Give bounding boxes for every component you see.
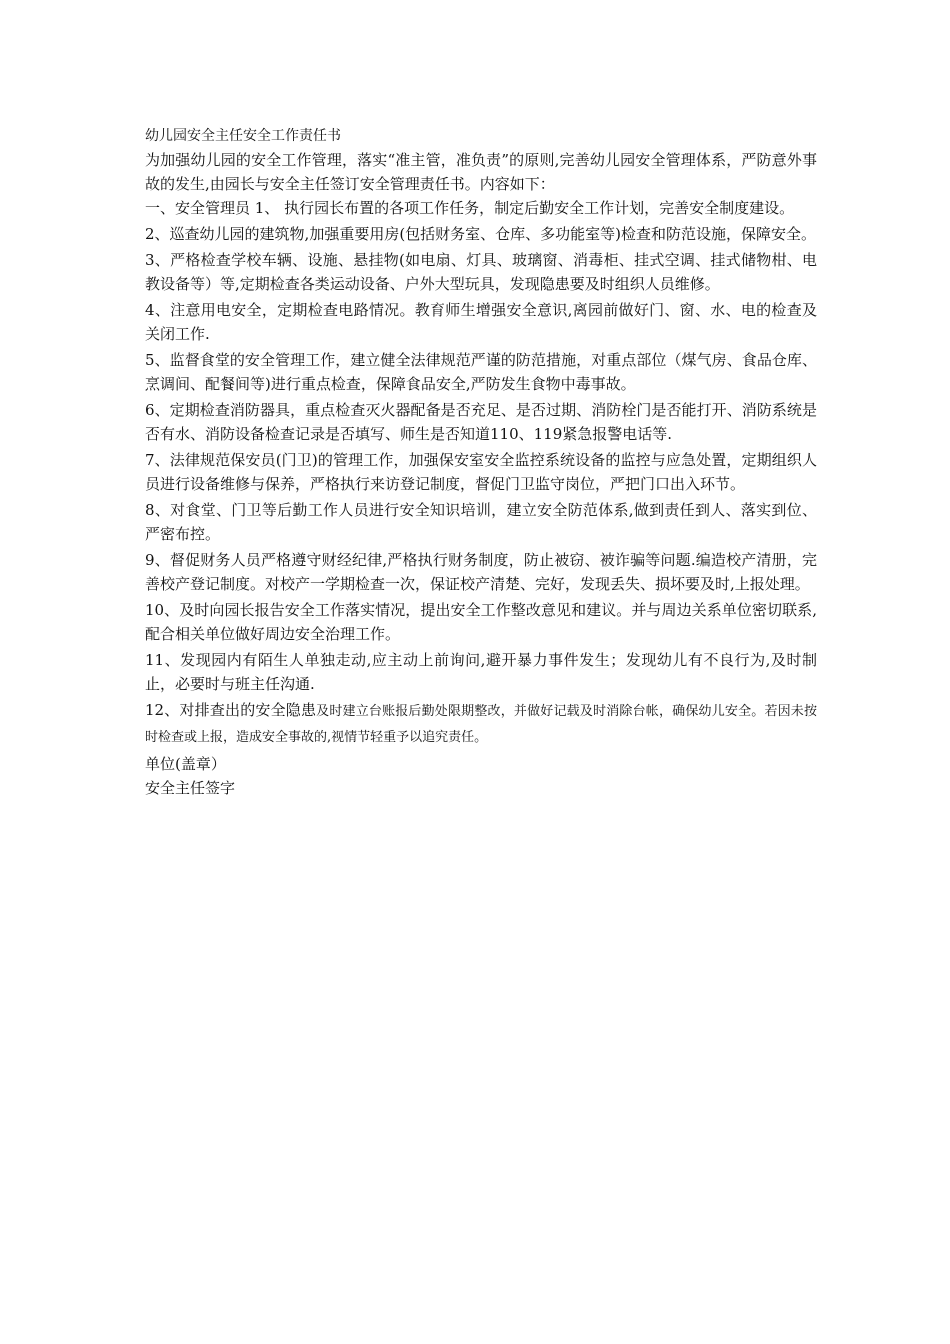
document-body (145, 124, 817, 800)
clause-11: 11、发现园内有陌生人单独走动,应主动上前询问,避开暴力事件发生；发现幼儿有不良行为,及时制止，必要时与班主任沟通. (145, 651, 817, 693)
document-intro: 为加强幼儿园的安全工作管理，落实“准主管，准负责”的原则,完善幼儿园安全管理体系，严防意外事故的发生,由园长与安全主任签订安全管理责任书。内容如下： (145, 151, 817, 193)
clause-2: 2、巡查幼儿园的建筑物,加强重要用房(包括财务室、仓库、多功能室等)检查和防范设施，保障安全。 (145, 225, 817, 243)
clause-4: 4、注意用电安全，定期检查电路情况。教育师生增强安全意识,离园前做好门、窗、水、电的检查及关闭工作. (145, 301, 817, 343)
clause-1: 一、安全管理员 1、 执行园长布置的各项工作任务，制定后勤安全工作计划，完善安全制度建设。 (145, 199, 795, 217)
clause-8: 8、对食堂、门卫等后勤工作人员进行安全知识培训，建立安全防范体系,做到责任到人、落实到位、严密布控。 (145, 501, 817, 543)
document-title: 幼儿园安全主任安全工作责任书 (145, 128, 341, 144)
clause-7: 7、法律规范保安员(门卫)的管理工作，加强保安室安全监控系统设备的监控与应急处置，定期组织人员进行设备维修与保养，严格执行来访登记制度，督促门卫监守岗位，严把门口出入环节。 (145, 451, 817, 493)
clause-3: 3、严格检查学校车辆、设施、悬挂物(如电扇、灯具、玻璃窗、消毒柜、挂式空调、挂式储物柑、电教设备等）等,定期检查各类运动设备、户外大型玩具，发现隐患要及时组织人员维修。 (145, 251, 817, 293)
clause-10: 10、及时向园长报告安全工作落实情况，提出安全工作整改意见和建议。并与周边关系单位密切联系,配合相关单位做好周边安全治理工作。 (145, 601, 817, 643)
clause-6: 6、定期检查消防器具，重点检查灭火器配备是否充足、是否过期、消防栓门是否能打开、消防系统是否有水、消防设备检查记录是否填写、师生是否知道110、119紧急报警电话等. (145, 401, 817, 443)
clause-9: 9、督促财务人员严格遵守财经纪律,严格执行财务制度，防止被窃、被诈骗等问题.编造校产清册，完善校产登记制度。对校产一学期检查一次，保证校产清楚、完好，发现丢失、损坏要及时,上报处理。 (145, 551, 817, 593)
signature-line: 安全主任签字 (145, 779, 236, 797)
clause-12-lead: 12、对排查出的安全隐患 (145, 701, 317, 719)
clause-5: 5、监督食堂的安全管理工作，建立健全法律规范严谨的防范措施，对重点部位（煤气房、食品仓库、烹调间、配餐间等)进行重点检查，保障食品安全,严防发生食物中毒事故。 (145, 351, 817, 393)
clause-12 (145, 698, 817, 750)
unit-seal-line: 单位(盖章） (145, 755, 226, 773)
clause-12-rest: 及时建立台账报后勤处限期整改，并做好记载及时消除台帐，确保幼儿安全。若因未按时检查或上报，造成安全事故的,视情节轻重予以追究责任。 (145, 704, 817, 745)
